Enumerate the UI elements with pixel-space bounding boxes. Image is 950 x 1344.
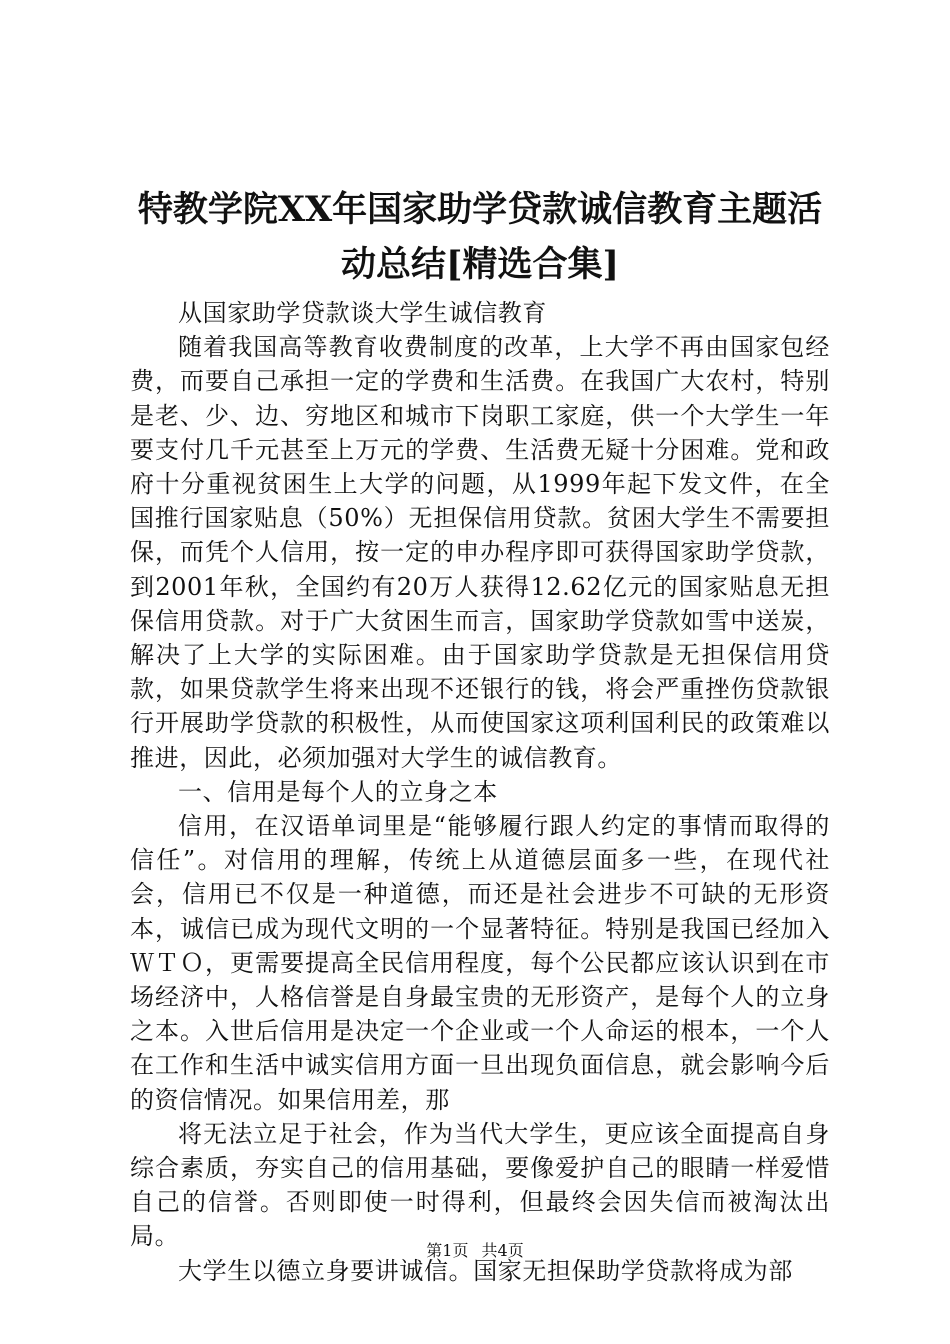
paragraph-subtitle: 从国家助学贷款谈大学生诚信教育 [178, 299, 547, 327]
paragraph-intro: 随着我国高等教育收费制度的改革，上大学不再由国家包经费，而要自己承担一定的学费和生活费。在我国广大农村，特别是老、少、边、穷地区和城市下岗职工家庭，供一个大学生一年要支付几千元甚至上万元的学费、生活费无疑十分困难。党和政府十分重视贫困生上大学的问题，从1999年起下发文件，在全国推行国家贴息（50%）无担保信用贷款。贫困大学生不需要担保，而凭个人信用，按一定的申办程序即可获得国家助学贷款，到2001年秋，全国约有20万人获得12.62亿元的国家贴息无担保信用贷款。对于广大贫困生而言，国家助学贷款如雪中送炭，解决了上大学的实际困难。由于国家助学贷款是无担保信用贷款，如果贷款学生将来出现不还银行的钱，将会严重挫伤贷款银行开展助学贷款的积极性，从而使国家这项利国利民的政策难以推进，因此，必须加强对大学生的诚信教育。 [130, 333, 830, 772]
title-line-2: 动总结[精选合集] [340, 244, 620, 285]
paragraph-credit-definition: 信用，在汉语单词里是“能够履行跟人约定的事情而取得的信任”。对信用的理解，传统上从道德层面多一些，在现代社会，信用已不仅是一种道德，而还是社会进步不可缺的无形资本，诚信已成为现代文明的一个显著特征。特别是我国已经加入ＷＴＯ，更需要提高全民信用程度，每个公民都应该认识到在市场经济中，人格信誉是自身最宝贵的无形资产，是每个人的立身之本。入世后信用是决定一个企业或一个人命运的根本，一个人在工作和生活中诚实信用方面一旦出现负面信息，就会影响今后的资信情况。如果信用差，那 [130, 812, 830, 1114]
title-line-1: 特教学院XX年国家助学贷款诚信教育主题活 [137, 189, 823, 230]
page-number: 第1页 [426, 1241, 469, 1260]
page-footer [0, 1241, 950, 1261]
document-title [100, 182, 860, 292]
document-body [130, 296, 830, 1288]
page-total: 共4页 [481, 1241, 524, 1260]
paragraph-continuation: 将无法立足于社会，作为当代大学生，更应该全面提高自身综合素质，夯实自己的信用基础，要像爱护自己的眼睛一样爱惜自己的信誉。否则即使一时得利，但最终会因失信而被淘汰出局。 [130, 1119, 830, 1251]
section-heading: 一、信用是每个人的立身之本 [178, 777, 498, 806]
paragraph-integrity: 大学生以德立身要讲诚信。国家无担保助学贷款将成为部 [178, 1256, 793, 1285]
